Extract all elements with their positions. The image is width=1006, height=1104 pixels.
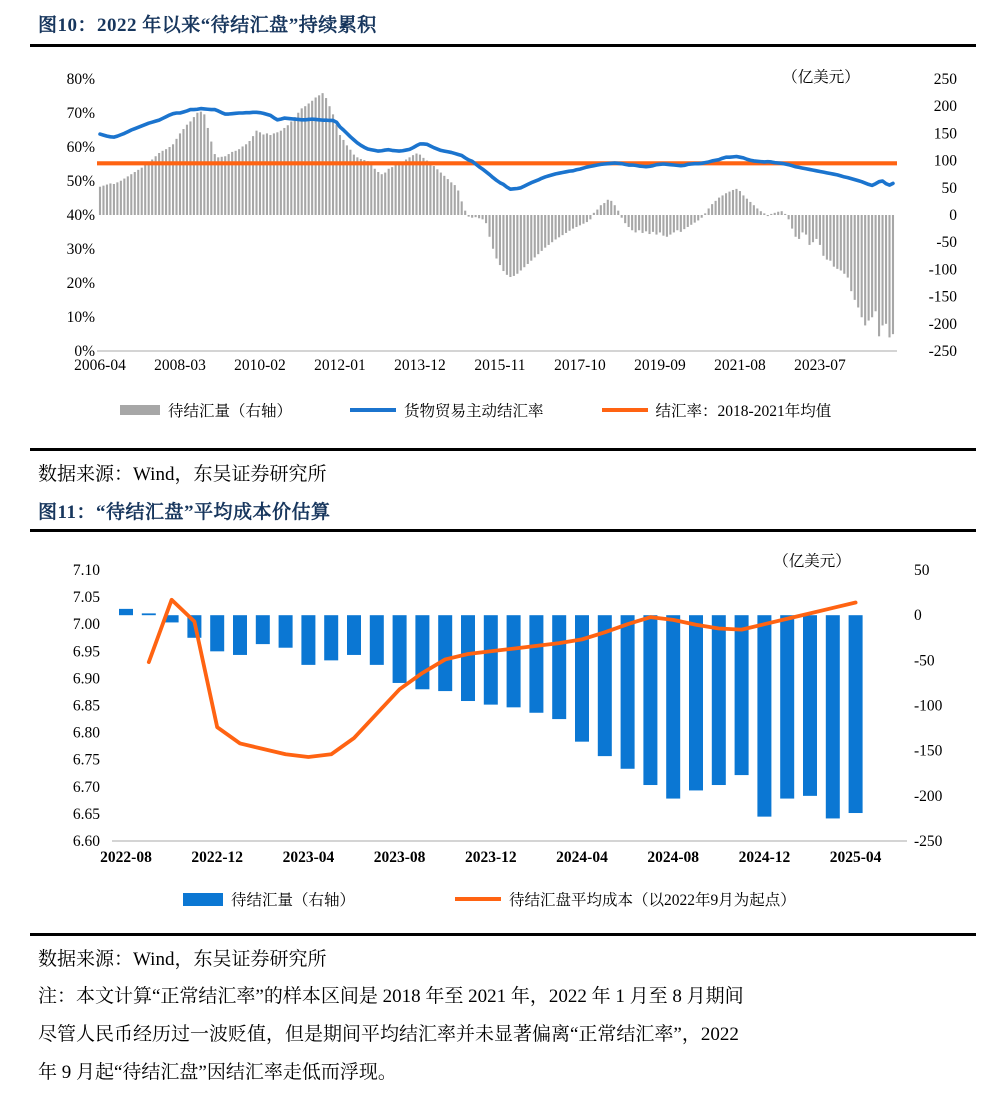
svg-text:0: 0 (949, 207, 957, 224)
svg-text:10%: 10% (66, 309, 95, 326)
svg-text:2017-10: 2017-10 (554, 357, 606, 374)
svg-text:30%: 30% (66, 241, 95, 258)
svg-text:6.85: 6.85 (72, 697, 100, 715)
svg-text:2008-03: 2008-03 (154, 357, 206, 374)
svg-text:40%: 40% (66, 207, 95, 224)
legend-item (183, 888, 355, 910)
svg-text:250: 250 (933, 71, 957, 88)
section-divider (30, 448, 976, 451)
svg-text:-150: -150 (914, 742, 943, 760)
legend-item (120, 399, 292, 421)
legend-label: 结汇率：2018-2021年均值 (655, 403, 832, 420)
footnote-line: 尽管人民币经历过一波贬值，但是期间平均结汇率并未显著偏离“正常结汇率”，2022 (38, 1024, 739, 1045)
legend-item (455, 888, 796, 910)
svg-text:50: 50 (914, 562, 930, 580)
svg-text:50%: 50% (66, 173, 95, 190)
svg-text:200: 200 (933, 98, 957, 116)
svg-text:2025-04: 2025-04 (829, 849, 882, 866)
svg-text:20%: 20% (66, 275, 95, 292)
svg-text:6.60: 6.60 (72, 833, 100, 850)
svg-text:7.00: 7.00 (72, 616, 100, 634)
svg-text:-250: -250 (914, 833, 943, 851)
svg-text:（亿美元）: （亿美元） (773, 553, 851, 570)
svg-text:2021-08: 2021-08 (714, 357, 766, 374)
fig11-title: 图11：“待结汇盘”平均成本价估算 (38, 502, 331, 523)
svg-text:50: 50 (941, 179, 957, 197)
footnote-line: 注：本文计算“正常结汇率”的样本区间是 2018 年至 2021 年，2022 年 1 月至 8 月期间 (38, 986, 744, 1007)
svg-text:-50: -50 (936, 234, 957, 252)
svg-text:2024-08: 2024-08 (647, 849, 700, 866)
orange-line-swatch-icon (602, 408, 648, 412)
svg-text:0: 0 (914, 607, 922, 625)
svg-text:6.75: 6.75 (72, 751, 100, 769)
svg-text:2010-02: 2010-02 (234, 357, 286, 374)
section-divider (30, 933, 976, 936)
svg-text:6.70: 6.70 (72, 778, 100, 796)
svg-text:2023-08: 2023-08 (373, 849, 426, 866)
svg-text:100: 100 (933, 152, 957, 170)
svg-text:60%: 60% (66, 139, 95, 156)
legend-label: 待结汇盘平均成本（以2022年9月为起点） (509, 892, 796, 909)
fig10-source: 数据来源：Wind，东吴证券研究所 (38, 464, 327, 485)
svg-text:（亿美元）: （亿美元） (782, 69, 860, 86)
svg-text:6.90: 6.90 (72, 670, 100, 688)
svg-text:-150: -150 (928, 288, 957, 306)
svg-text:-200: -200 (928, 315, 957, 333)
svg-text:6.65: 6.65 (72, 805, 100, 823)
svg-text:2006-04: 2006-04 (74, 357, 126, 374)
svg-text:150: 150 (933, 125, 957, 143)
svg-text:7.10: 7.10 (72, 562, 100, 579)
svg-text:2023-04: 2023-04 (282, 849, 335, 866)
fig10-legend (120, 399, 831, 421)
svg-text:2022-08: 2022-08 (100, 849, 152, 866)
fig11-legend (183, 888, 796, 910)
footnote (38, 978, 744, 1092)
svg-text:2012-01: 2012-01 (314, 357, 366, 374)
fig11-chart (0, 542, 1006, 878)
svg-text:2013-12: 2013-12 (394, 357, 446, 374)
fig10-title: 图10：2022 年以来“待结汇盘”持续累积 (38, 15, 377, 36)
legend-label: 待结汇量（右轴） (168, 403, 293, 420)
svg-text:2023-07: 2023-07 (794, 357, 846, 374)
svg-text:-50: -50 (914, 652, 935, 670)
svg-text:2019-09: 2019-09 (634, 357, 686, 374)
legend-item (350, 399, 544, 421)
svg-text:-250: -250 (928, 343, 957, 360)
blue-line-swatch-icon (350, 408, 396, 412)
fig11-title-underline (30, 529, 976, 532)
legend-label: 货物贸易主动结汇率 (404, 403, 544, 420)
svg-text:2024-12: 2024-12 (738, 849, 791, 866)
svg-text:2024-04: 2024-04 (556, 849, 608, 866)
blue-bar-swatch-icon (183, 893, 223, 906)
fig11-source: 数据来源：Wind，东吴证券研究所 (38, 949, 327, 970)
fig10-chart (0, 0, 1006, 396)
svg-text:6.95: 6.95 (72, 643, 100, 661)
orange-line-swatch-icon (455, 897, 501, 901)
svg-text:-200: -200 (914, 787, 943, 805)
svg-text:70%: 70% (66, 105, 95, 122)
svg-text:6.80: 6.80 (72, 724, 100, 742)
svg-text:2023-12: 2023-12 (464, 849, 517, 866)
svg-text:-100: -100 (914, 697, 943, 715)
footnote-line: 年 9 月起“待结汇盘”因结汇率走低而浮现。 (38, 1062, 397, 1083)
svg-text:-100: -100 (928, 261, 957, 279)
legend-label: 待结汇量（右轴） (231, 892, 356, 909)
svg-text:80%: 80% (66, 71, 95, 88)
legend-item (602, 399, 832, 421)
svg-text:0%: 0% (74, 343, 95, 360)
gray-bar-swatch-icon (120, 405, 160, 415)
svg-text:2022-12: 2022-12 (191, 849, 244, 866)
svg-text:7.05: 7.05 (72, 589, 100, 607)
svg-text:2015-11: 2015-11 (474, 357, 526, 374)
